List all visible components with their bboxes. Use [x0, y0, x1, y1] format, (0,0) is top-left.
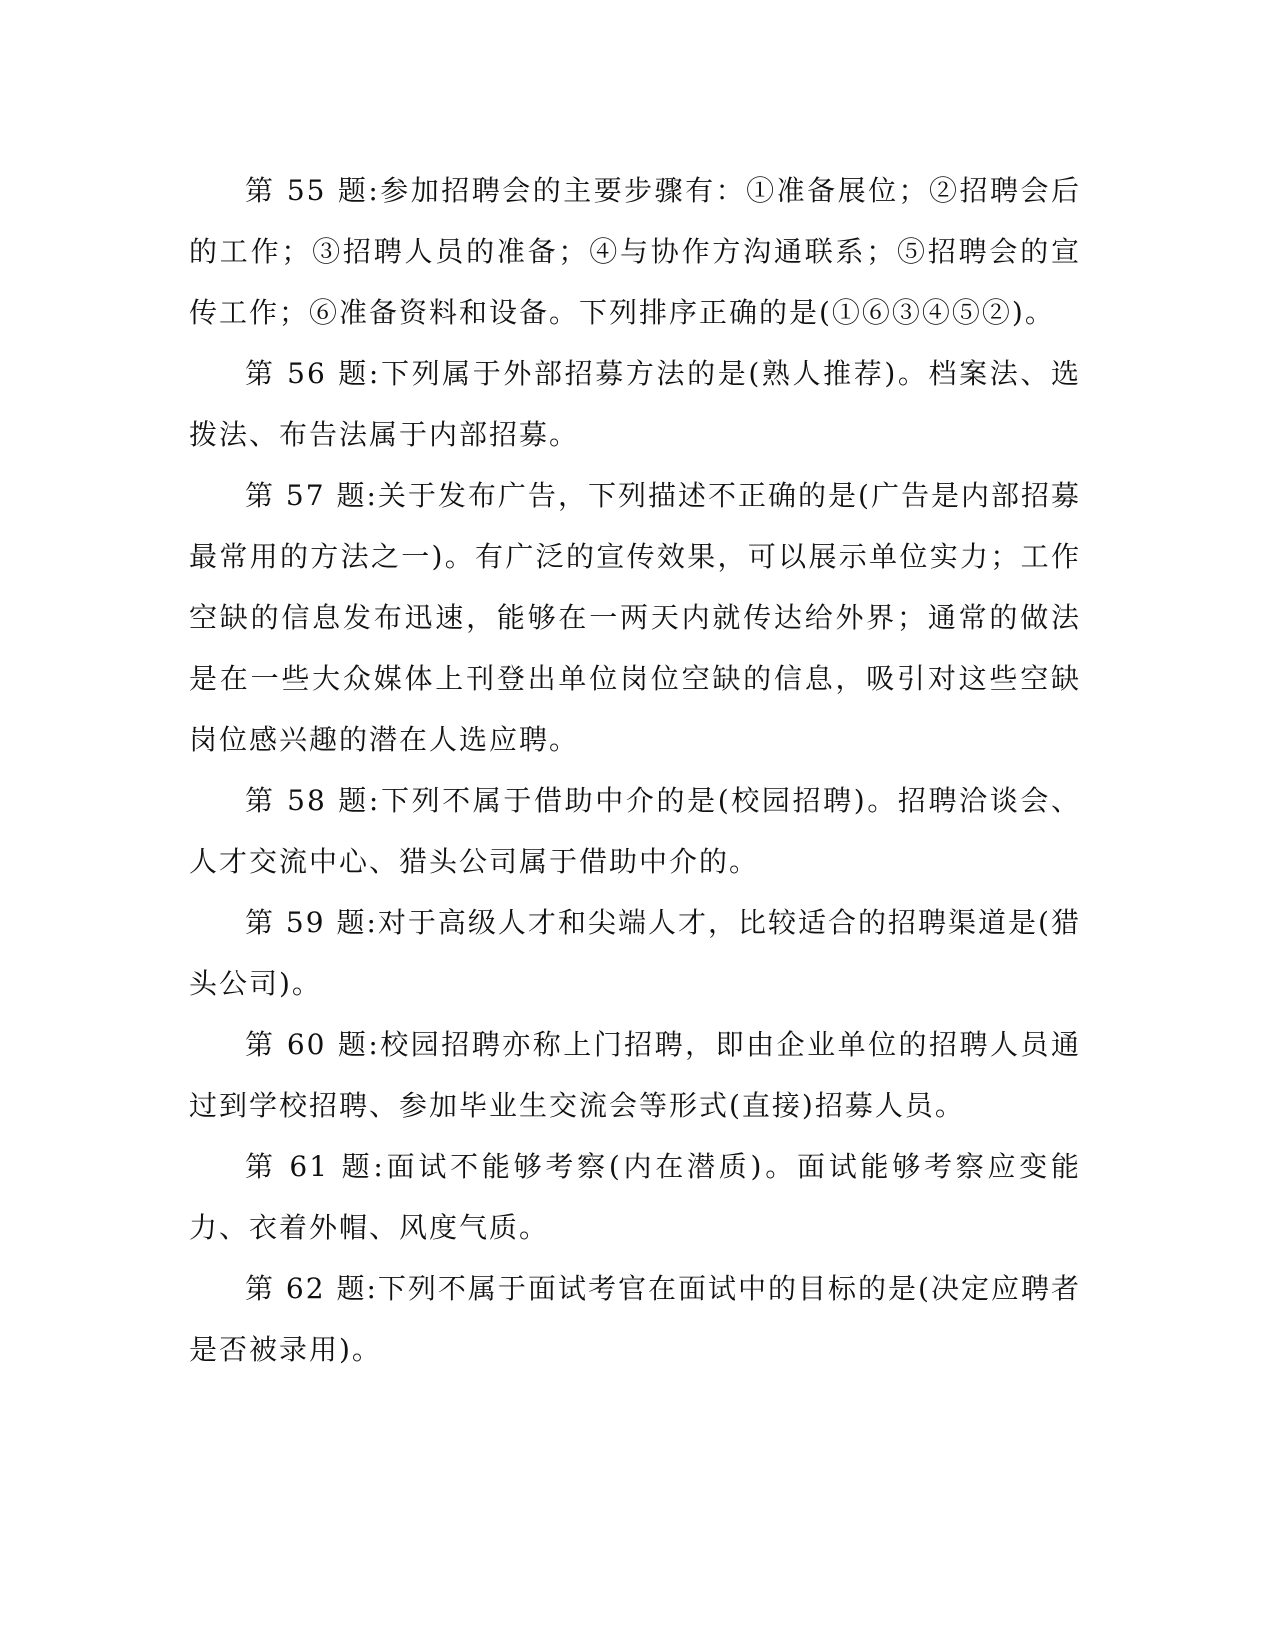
- paragraph-q62: 第 62 题:下列不属于面试考官在面试中的目标的是(决定应聘者是否被录用)。: [189, 1272, 1081, 1366]
- paragraph-q60: 第 60 题:校园招聘亦称上门招聘，即由企业单位的招聘人员通过到学校招聘、参加毕业生交流会等形式(直接)招募人员。: [189, 1028, 1081, 1122]
- paragraph-q56: 第 56 题:下列属于外部招募方法的是(熟人推荐)。档案法、选拨法、布告法属于内部招募。: [189, 357, 1081, 451]
- paragraph-q58: 第 58 题:下列不属于借助中介的是(校园招聘)。招聘洽谈会、人才交流中心、猎头公司属于借助中介的。: [189, 784, 1081, 878]
- paragraph-q61: 第 61 题:面试不能够考察(内在潜质)。面试能够考察应变能力、衣着外帽、风度气质。: [189, 1150, 1081, 1244]
- document-body: [189, 160, 1081, 1380]
- paragraph-q55: 第 55 题:参加招聘会的主要步骤有：①准备展位；②招聘会后的工作；③招聘人员的准备；④与协作方沟通联系；⑤招聘会的宣传工作；⑥准备资料和设备。下列排序正确的是(①⑥③④⑤②)。: [189, 174, 1081, 329]
- paragraph-q57: 第 57 题:关于发布广告，下列描述不正确的是(广告是内部招募最常用的方法之一)。有广泛的宣传效果，可以展示单位实力；工作空缺的信息发布迅速，能够在一两天内就传达给外界；通常的做法是在一些大众媒体上刊登出单位岗位空缺的信息，吸引对这些空缺岗位感兴趣的潜在人选应聘。: [189, 479, 1081, 756]
- paragraph-q59: 第 59 题:对于高级人才和尖端人才，比较适合的招聘渠道是(猎头公司)。: [189, 906, 1081, 1000]
